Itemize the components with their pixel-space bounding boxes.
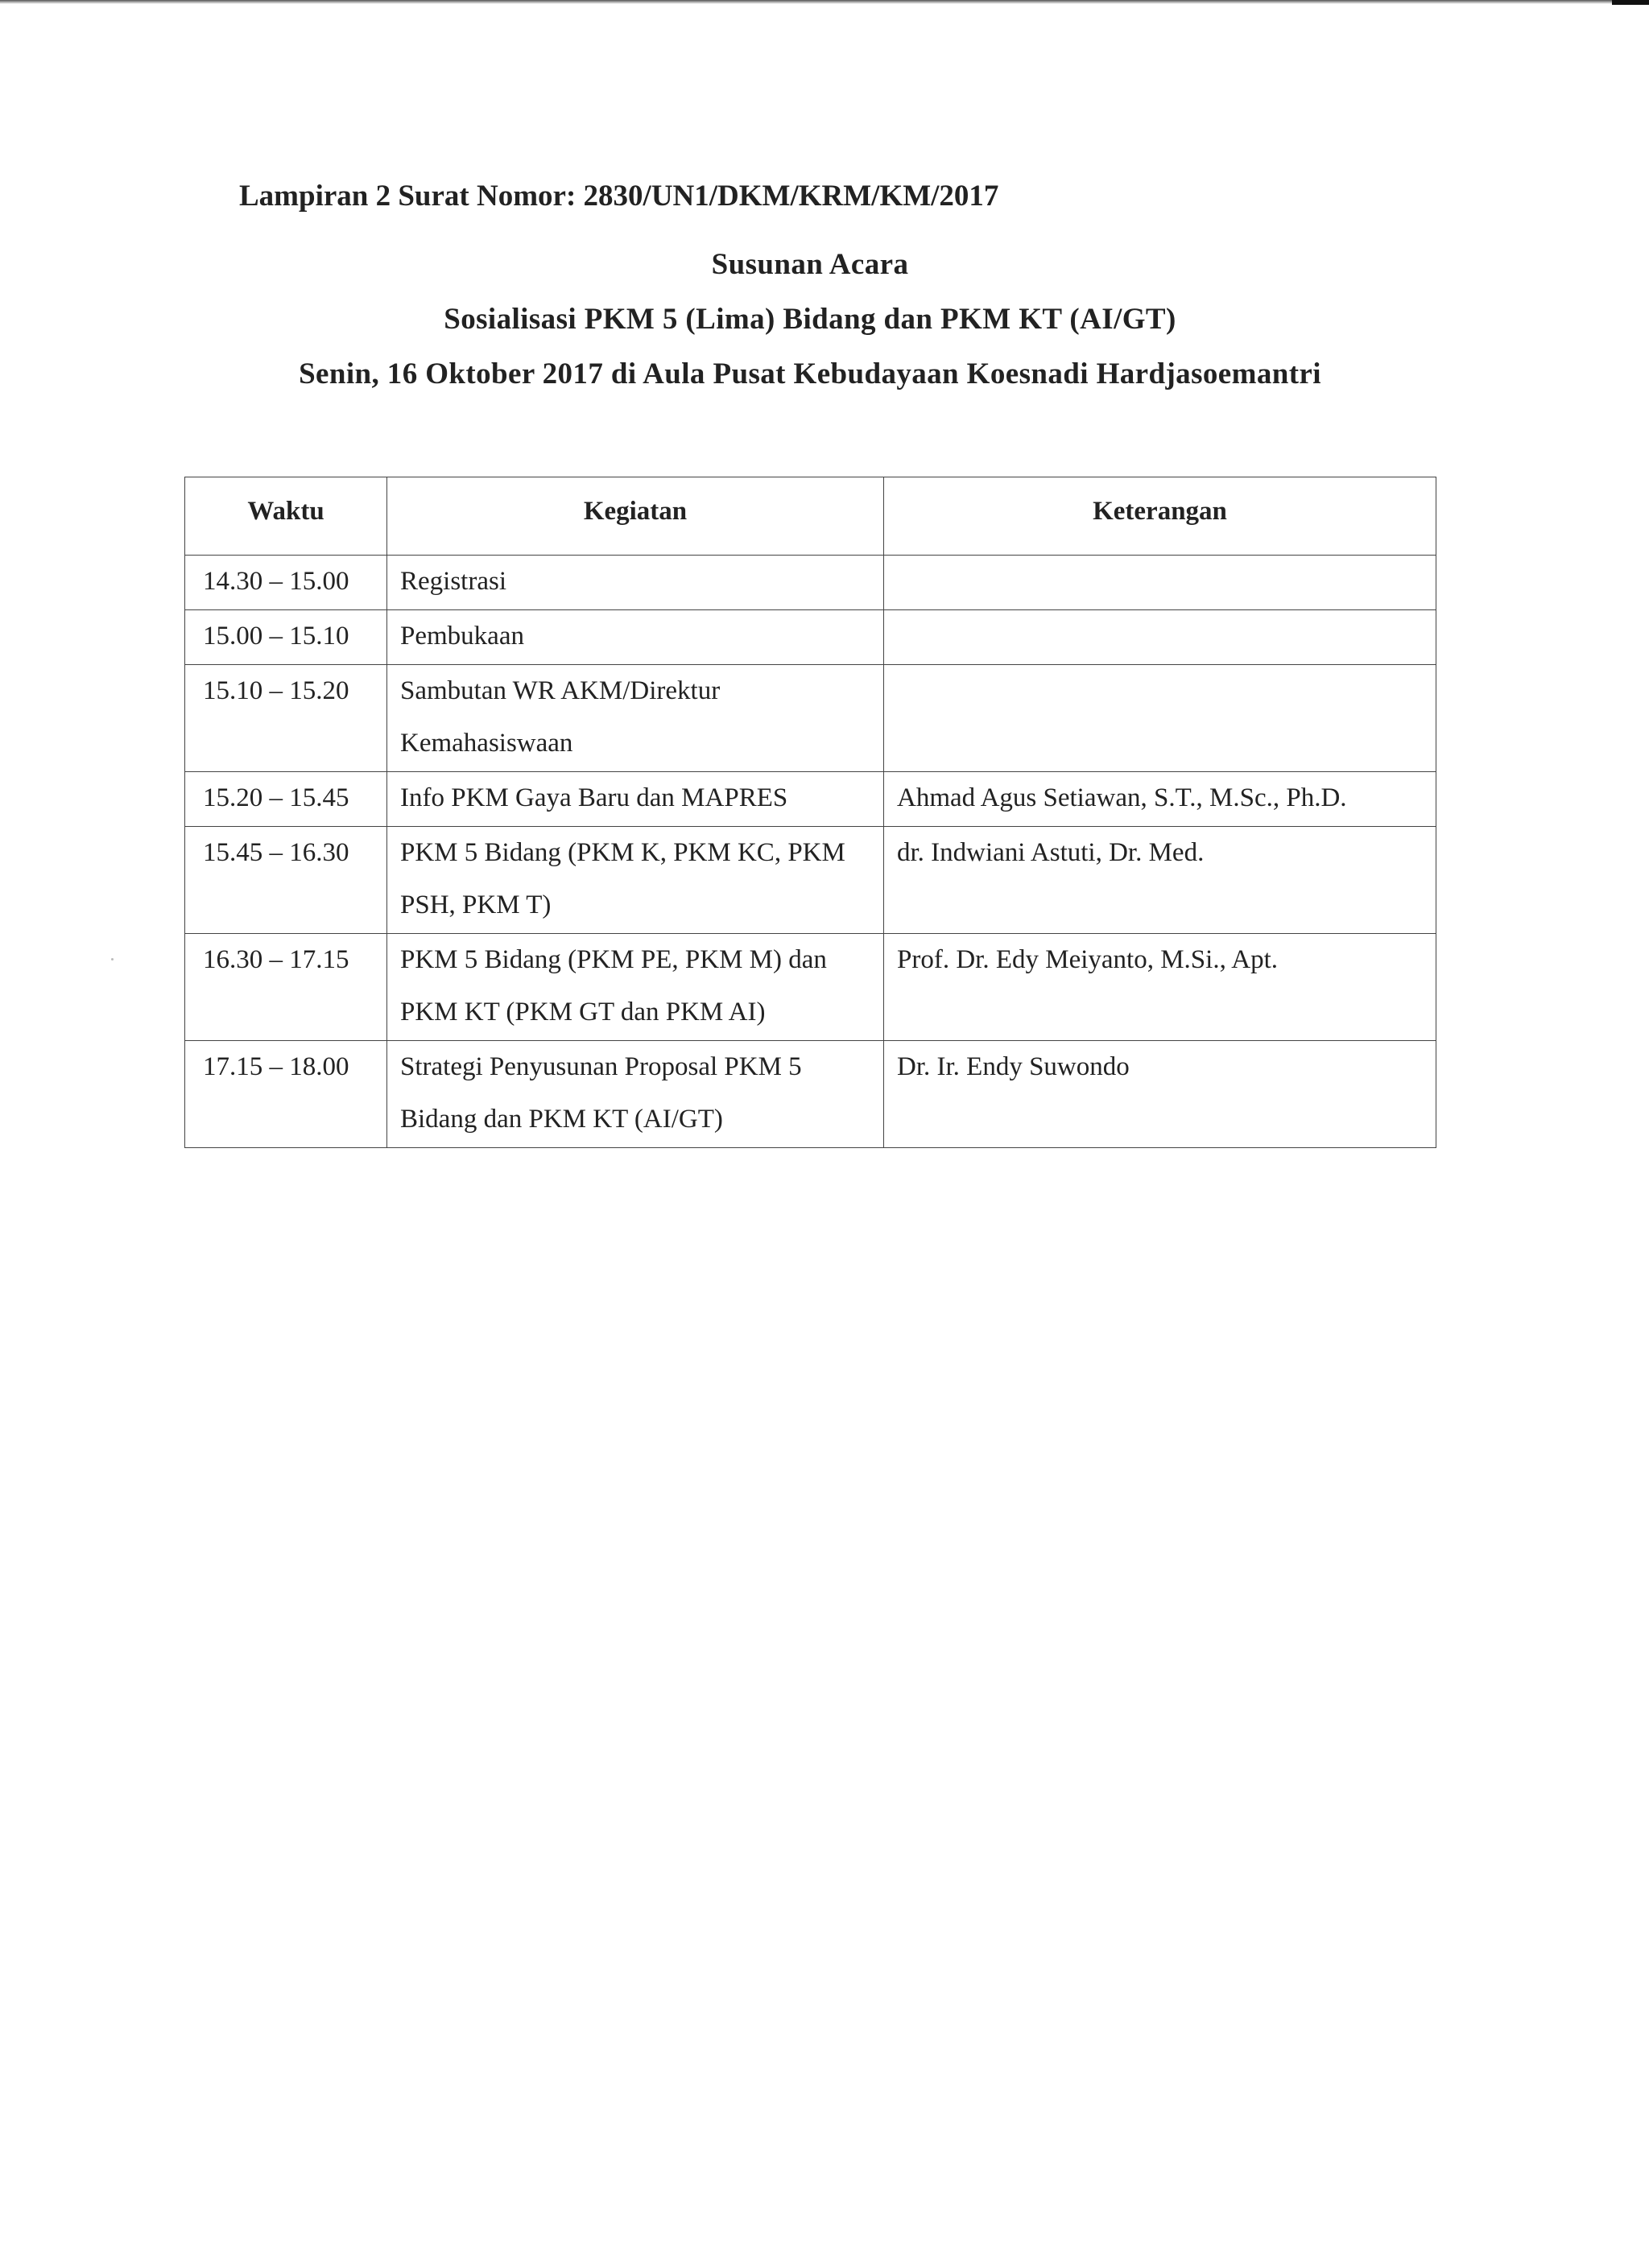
cell-kegiatan: Info PKM Gaya Baru dan MAPRES <box>387 772 884 827</box>
cell-kegiatan: Registrasi <box>387 556 884 610</box>
attachment-reference: Lampiran 2 Surat Nomor: 2830/UN1/DKM/KRM/KM/2017 <box>239 180 999 213</box>
title-line-agenda: Susunan Acara <box>711 248 909 281</box>
cell-waktu: 16.30 – 17.15 <box>185 934 387 1041</box>
cell-waktu: 15.00 – 15.10 <box>185 610 387 665</box>
table-row <box>185 934 1436 1041</box>
schedule-table <box>184 477 1436 1148</box>
header-keterangan: Keterangan <box>884 477 1436 556</box>
title-line-date-venue: Senin, 16 Oktober 2017 di Aula Pusat Kebudayaan Koesnadi Hardjasoemantri <box>299 357 1321 390</box>
cell-keterangan: dr. Indwiani Astuti, Dr. Med. <box>884 827 1436 934</box>
cell-kegiatan: PKM 5 Bidang (PKM K, PKM KC, PKM PSH, PKM T) <box>387 827 884 934</box>
cell-kegiatan: Strategi Penyusunan Proposal PKM 5 Bidang dan PKM KT (AI/GT) <box>387 1041 884 1148</box>
cell-kegiatan: Sambutan WR AKM/Direktur Kemahasiswaan <box>387 665 884 772</box>
cell-keterangan <box>884 665 1436 772</box>
table-row <box>185 610 1436 665</box>
document-title <box>0 250 1620 414</box>
cell-waktu: 15.45 – 16.30 <box>185 827 387 934</box>
table-row <box>185 665 1436 772</box>
cell-keterangan: Ahmad Agus Setiawan, S.T., M.Sc., Ph.D. <box>884 772 1436 827</box>
cell-keterangan: Prof. Dr. Edy Meiyanto, M.Si., Apt. <box>884 934 1436 1041</box>
cell-keterangan <box>884 556 1436 610</box>
scan-edge-corner <box>1612 0 1649 5</box>
title-line-event: Sosialisasi PKM 5 (Lima) Bidang dan PKM KT (AI/GT) <box>444 303 1176 336</box>
cell-waktu: 15.10 – 15.20 <box>185 665 387 772</box>
table-row <box>185 556 1436 610</box>
cell-waktu: 15.20 – 15.45 <box>185 772 387 827</box>
header-waktu: Waktu <box>185 477 387 556</box>
table-row <box>185 772 1436 827</box>
table-row <box>185 827 1436 934</box>
cell-keterangan <box>884 610 1436 665</box>
scan-speck <box>111 958 114 960</box>
table-header-row <box>185 477 1436 556</box>
cell-kegiatan: Pembukaan <box>387 610 884 665</box>
cell-kegiatan: PKM 5 Bidang (PKM PE, PKM M) dan PKM KT (PKM GT dan PKM AI) <box>387 934 884 1041</box>
cell-keterangan: Dr. Ir. Endy Suwondo <box>884 1041 1436 1148</box>
scan-edge-top <box>0 0 1649 4</box>
header-kegiatan: Kegiatan <box>387 477 884 556</box>
cell-waktu: 17.15 – 18.00 <box>185 1041 387 1148</box>
cell-waktu: 14.30 – 15.00 <box>185 556 387 610</box>
table-row <box>185 1041 1436 1148</box>
